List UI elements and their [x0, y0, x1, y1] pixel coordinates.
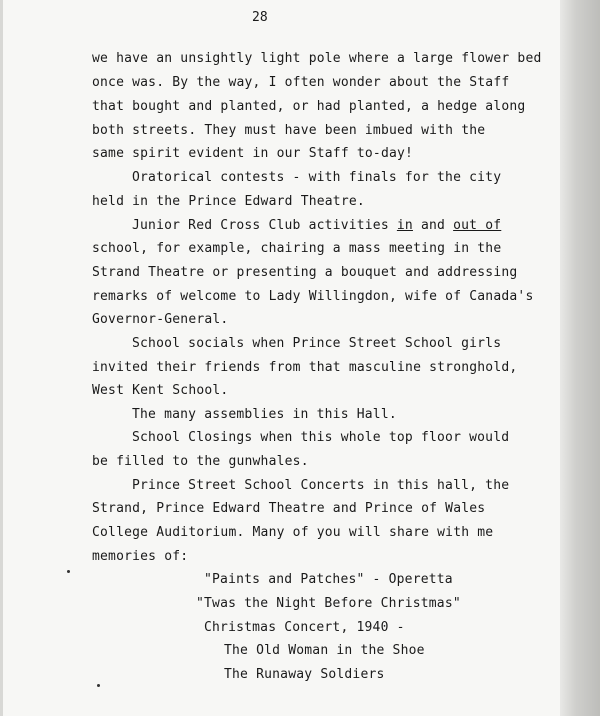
text-line: West Kent School. [92, 383, 229, 398]
underlined-word: out of [453, 218, 502, 233]
text-line: Governor-General. [92, 312, 229, 327]
memory-item: The Runaway Soldiers [224, 667, 385, 682]
text-line: remarks of welcome to Lady Willingdon, wife of Canada's [92, 289, 534, 304]
text-line: School socials when Prince Street School girls [132, 336, 502, 351]
ink-speck [97, 684, 100, 687]
text-line: be filled to the gunwhales. [92, 454, 309, 469]
underlined-word: in [396, 218, 413, 233]
text-line: we have an unsightly light pole where a large flower bed [92, 51, 542, 66]
text-line: once was. By the way, I often wonder about the Staff [92, 75, 510, 90]
text-line: Strand Theatre or presenting a bouquet and addressing [92, 265, 518, 280]
text-line: Prince Street School Concerts in this hall, the [132, 478, 510, 493]
text-line: held in the Prince Edward Theatre. [92, 194, 365, 209]
memory-item: "Paints and Patches" - Operetta [204, 572, 453, 587]
memory-item: "Twas the Night Before Christmas" [196, 596, 461, 611]
memory-item: Christmas Concert, 1940 - [204, 620, 405, 635]
text-line: School Closings when this whole top floor would [132, 430, 510, 445]
text-line [132, 218, 501, 233]
text-span: Junior Red Cross Club activities [132, 218, 389, 233]
text-line: College Auditorium. Many of you will share with me [92, 525, 494, 540]
page-shadow-edge [560, 0, 600, 716]
page-number: 28 [252, 10, 268, 25]
text-span: and [420, 218, 446, 233]
page-left-edge [0, 0, 3, 716]
text-line: The many assemblies in this Hall. [132, 407, 397, 422]
text-line: same spirit evident in our Staff to-day! [92, 146, 414, 161]
memory-item: The Old Woman in the Shoe [224, 643, 425, 658]
text-line: both streets. They must have been imbued with the [92, 123, 486, 138]
text-line: that bought and planted, or had planted, a hedge along [92, 99, 526, 114]
text-line: memories of: [92, 549, 189, 564]
text-line: school, for example, chairing a mass meeting in the [92, 241, 502, 256]
text-line: Oratorical contests - with finals for the city [132, 170, 502, 185]
text-line: Strand, Prince Edward Theatre and Prince of Wales [92, 501, 486, 516]
text-line: invited their friends from that masculine stronghold, [92, 360, 518, 375]
ink-speck [67, 570, 70, 573]
